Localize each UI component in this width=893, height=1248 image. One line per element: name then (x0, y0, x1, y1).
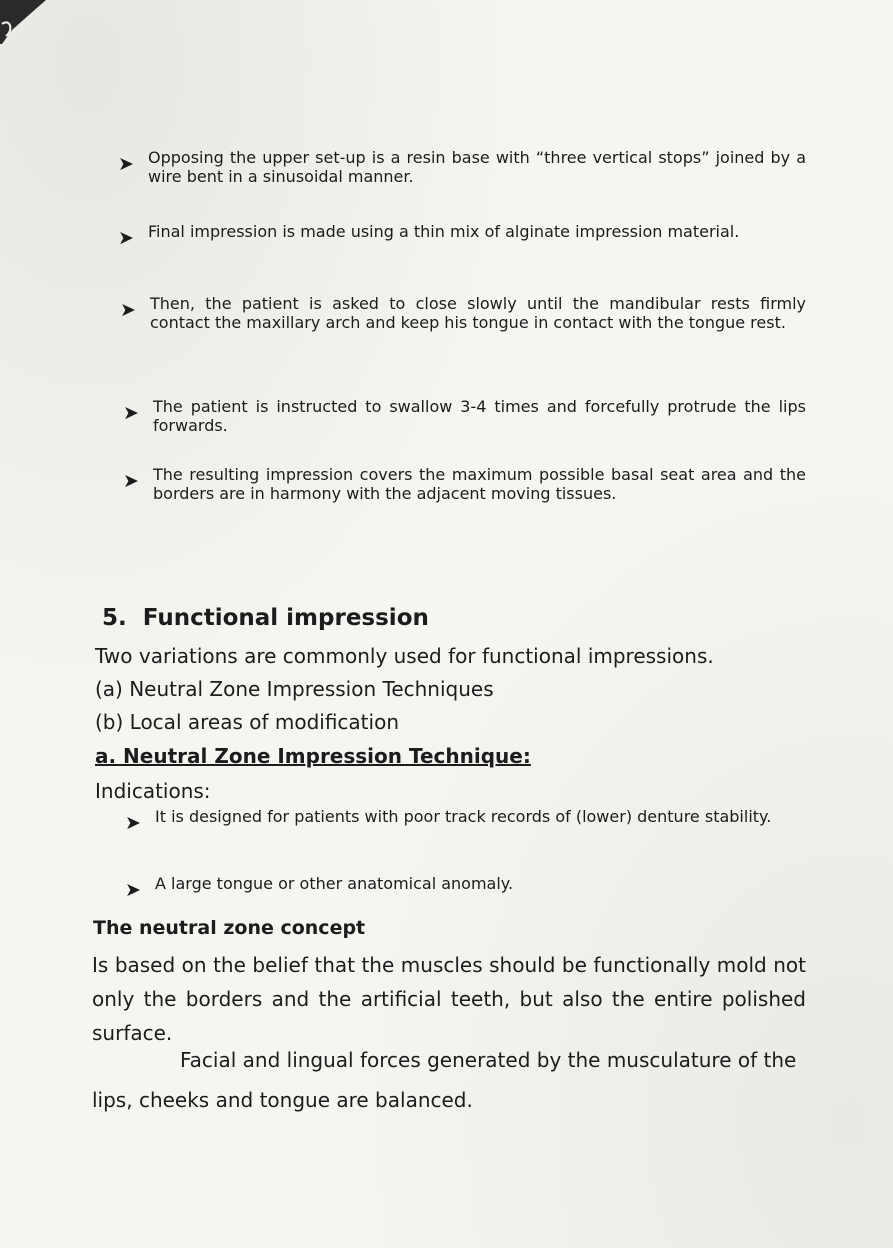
top-bullet-3 (120, 294, 806, 332)
arrow-bullet-icon: ➤ (118, 153, 134, 175)
arrow-bullet-icon: ➤ (125, 812, 141, 834)
variation-b: (b) Local areas of modification (95, 710, 399, 734)
top-bullet-4 (123, 397, 806, 435)
indications-label: Indications: (95, 779, 211, 803)
top-bullet-2-text: Final impression is made using a thin mix of alginate impression material. (148, 222, 740, 241)
section-heading: 5. Functional impression (102, 605, 429, 631)
top-bullet-1-text: Opposing the upper set-up is a resin base with “three vertical stops” joined by a wire bent in a sinusoidal manner. (148, 148, 806, 186)
closing-paragraph-second-line: lips, cheeks and tongue are balanced. (92, 1088, 473, 1112)
closing-paragraph-first-line: Facial and lingual forces generated by the musculature of the (180, 1048, 797, 1072)
arrow-bullet-icon: ➤ (125, 879, 141, 901)
arrow-bullet-icon: ➤ (120, 299, 136, 321)
intro-text: Two variations are commonly used for functional impressions. (95, 644, 714, 668)
arrow-bullet-icon: ➤ (118, 227, 134, 249)
arrow-bullet-icon: ➤ (123, 402, 139, 424)
indication-bullet-1 (125, 807, 806, 840)
top-bullet-5 (123, 465, 806, 503)
concept-paragraph: Is based on the belief that the muscles should be functionally mold not only the borders and the artificial teeth, but also the entire polished surface. (92, 953, 806, 1045)
indication-bullet-2-text: A large tongue or other anatomical anomaly. (155, 874, 514, 893)
page-corner-mark (0, 0, 60, 50)
top-bullet-2 (118, 222, 806, 255)
arrow-bullet-icon: ➤ (123, 470, 139, 492)
subheading-neutral-zone: a. Neutral Zone Impression Technique: (95, 744, 531, 768)
top-bullet-1 (118, 148, 806, 186)
indication-bullet-1-text: It is designed for patients with poor track records of (lower) denture stability. (155, 807, 772, 826)
top-bullet-4-text: The patient is instructed to swallow 3-4 times and forcefully protrude the lips forwards. (153, 397, 806, 435)
concept-heading: The neutral zone concept (93, 917, 366, 939)
top-bullet-5-text: The resulting impression covers the maximum possible basal seat area and the borders are in harmony with the adjacent moving tissues. (153, 465, 806, 503)
variation-a: (a) Neutral Zone Impression Techniques (95, 677, 494, 701)
indication-bullet-2 (125, 874, 806, 907)
top-bullet-3-text: Then, the patient is asked to close slowly until the mandibular rests firmly contact the maxillary arch and keep his tongue in contact with the tongue rest. (150, 294, 806, 332)
